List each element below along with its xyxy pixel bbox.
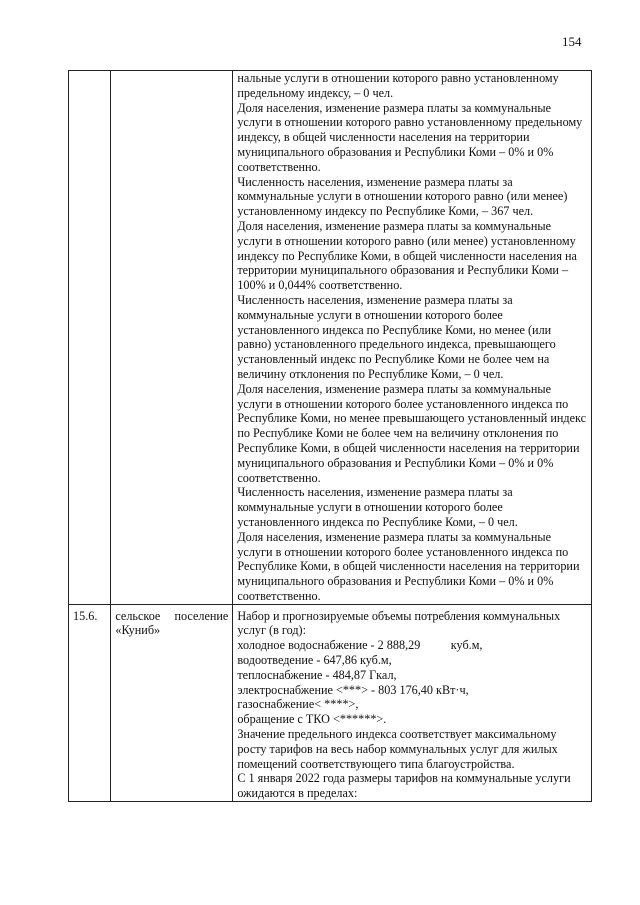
paragraph: Численность населения, изменение размера платы за коммунальные услуги в отношении которого равно (или менее) установленному индексу по Республике Коми, – 367 чел. xyxy=(237,174,568,219)
paragraph: Набор и прогнозируемые объемы потребления коммунальных услуг (в год): xyxy=(237,608,561,638)
table-row xyxy=(69,604,592,801)
paragraph: Доля населения, изменение размера платы за коммунальные услуги в отношении которого более установленного индекса по Республике Коми, в общей численности населения на территории муниципального образования и Республики Коми – 0% и 0% соответственно. xyxy=(237,529,580,603)
paragraph: нальные услуги в отношении которого равно установленному предельному индексу, – 0 чел. xyxy=(237,71,559,100)
paragraph: водоотведение - 647,86 куб.м, xyxy=(237,653,392,668)
row-content-cell xyxy=(233,71,592,605)
row-name-cell xyxy=(111,71,233,605)
paragraph: холодное водоснабжение - 2 888,29 куб.м, xyxy=(237,638,483,653)
row-number-cell xyxy=(69,71,111,605)
paragraph: Численность населения, изменение размера платы за коммунальные услуги в отношении которого более установленного индекса по Республике Коми, – 0 чел. xyxy=(237,485,518,529)
document-table xyxy=(68,70,592,802)
paragraph: Значение предельного индекса соответствует максимальному росту тарифов на весь набор коммунальных услуг для жилых помещений соответствующего типа благоустройства. xyxy=(237,727,558,771)
paragraph: теплоснабжение - 484,87 Гкал, xyxy=(237,667,397,682)
paragraph: Доля населения, изменение размера платы за коммунальные услуги в отношении которого более установленного индекса по Республике Коми, но менее превышающего установленный индекс по Республике Коми не более чем на величину отклонения по Республике Коми, в общей численности населения на территории муниципального образования и Республики Коми – 0% и 0% соответственно. xyxy=(237,381,587,485)
page-number: 154 xyxy=(562,34,582,49)
paragraph: Численность населения, изменение размера платы за коммунальные услуги в отношении которого более установленного индекса по Республике Коми, но менее (или равно) установленного предельного индекса, превышающего установленный индекс по Республике Коми не более чем на величину отклонения по Республике Коми, – 0 чел. xyxy=(237,292,556,381)
row-content-cell xyxy=(233,604,592,801)
table-row xyxy=(69,71,592,605)
paragraph: С 1 января 2022 года размеры тарифов на коммунальные услуги ожидаются в пределах: xyxy=(237,771,571,801)
paragraph: обращение с ТКО <******>. xyxy=(237,712,387,727)
row-name-cell: сельское поселение «Куниб» xyxy=(111,604,233,801)
row-number-cell: 15.6. xyxy=(69,604,111,801)
paragraph: электроснабжение <***> - 803 176,40 кВт·ч, xyxy=(237,682,469,697)
paragraph: Доля населения, изменение размера платы за коммунальные услуги в отношении которого равно установленному предельному индексу, в общей численности населения на территории муниципального образования и Республики Коми – 0% и 0% соответственно. xyxy=(237,100,583,174)
paragraph: газоснабжение< ****>, xyxy=(237,697,359,712)
paragraph: Доля населения, изменение размера платы за коммунальные услуги в отношении которого равно (или менее) установленному индексу по Республике Коми, в общей численности населения на территории муниципального образования и Республики Коми – 100% и 0,044% соответственно. xyxy=(237,218,577,293)
